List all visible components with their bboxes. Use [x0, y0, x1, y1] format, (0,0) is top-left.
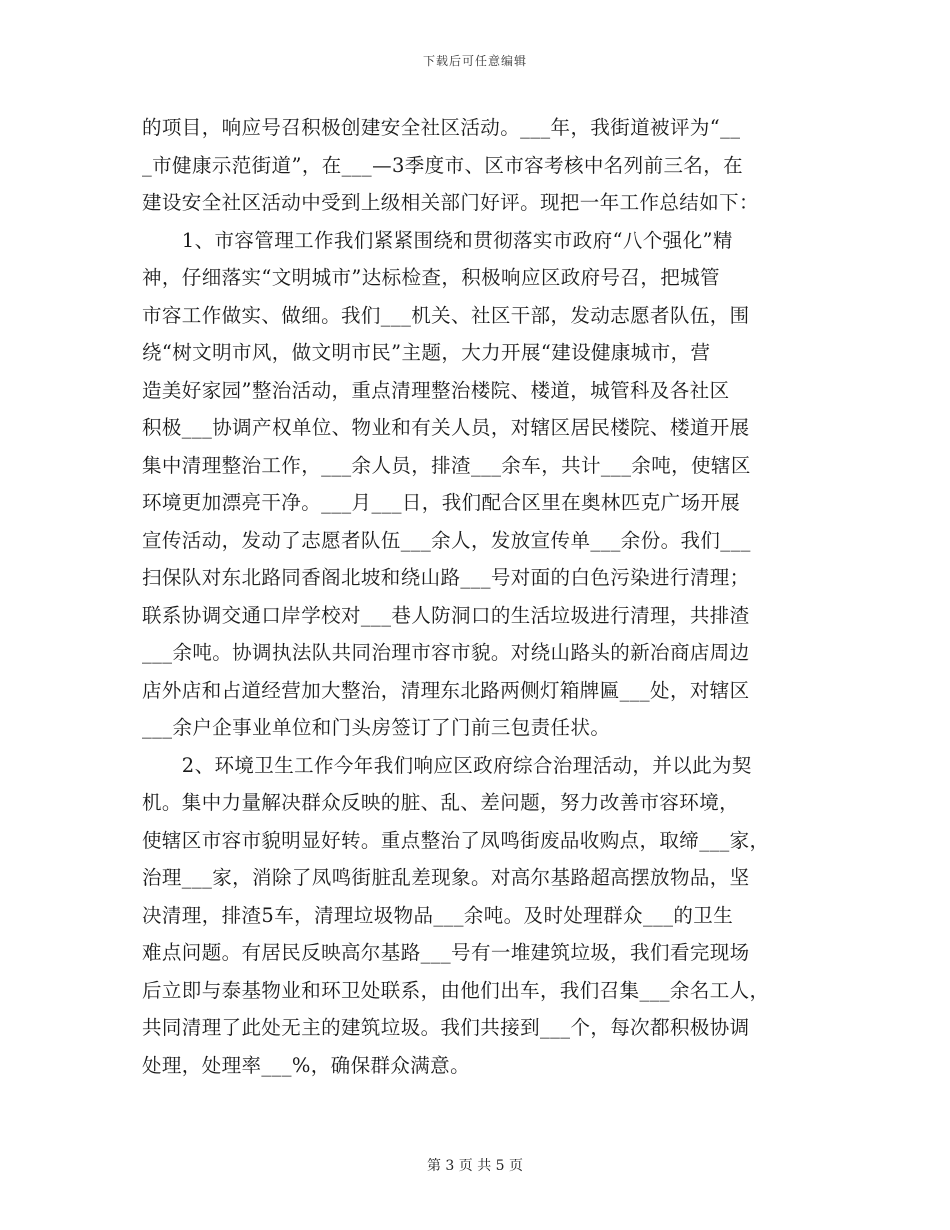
text-line: 建设安全社区活动中受到上级相关部门好评。现把一年工作总结如下：	[142, 191, 759, 214]
page-header: 下载后可任意编辑	[422, 54, 527, 68]
text-line: 宣传活动，发动了志愿者队伍___余人，发放宣传单___余份。我们___	[142, 528, 751, 552]
text-line: 机。集中力量解决群众反映的脏、乱、差问题，努力改善市容环境，	[142, 791, 740, 814]
text-line: 1、市容管理工作我们紧紧围绕和贯彻落实市政府“八个强化”精	[142, 228, 733, 252]
text-line: 2、环境卫生工作今年我们响应区政府综合治理活动，并以此为契	[142, 753, 752, 777]
text-line: 扫保队对东北路同香阁北坡和绕山路___号对面的白色污染进行清理；	[142, 566, 750, 589]
text-line: 处理，处理率___%，确保群众满意。	[142, 1053, 470, 1077]
text-line: 市容工作做实、做细。我们___机关、社区干部，发动志愿者队伍，围	[142, 303, 750, 327]
text-line: 造美好家园”整治活动，重点清理整治楼院、楼道，城管科及各社区	[142, 378, 730, 402]
text-line: 店外店和占道经营加大整治，清理东北路两侧灯箱牌匾___处，对辖区	[142, 678, 750, 702]
text-line: 后立即与泰基物业和环卫处联系，由他们出车，我们召集___余名工人，	[142, 978, 770, 1002]
text-line: ___余吨。协调执法队共同治理市容市貌。对绕山路头的新冶商店周边	[142, 641, 750, 664]
text-line: _市健康示范街道”，在___—3季度市、区市容考核中名列前三名，在	[142, 153, 744, 177]
text-line: 环境更加漂亮干净。___月___日，我们配合区里在奥林匹克广场开展	[142, 491, 741, 514]
text-line: 绕“树文明市风，做文明市民”主题，大力开展“建设健康城市，营	[142, 341, 711, 364]
text-line: 集中清理整治工作，___余人员，排渣___余车，共计___余吨，使辖区	[142, 453, 751, 477]
page-footer: 第 3 页 共 5 页	[426, 1158, 524, 1174]
text-line: 的项目，响应号召积极创建安全社区活动。___年，我街道被评为“__	[142, 116, 741, 139]
text-line: 决清理，排渣5车，清理垃圾物品___余吨。及时处理群众___的卫生	[142, 903, 734, 927]
text-line: 共同清理了此处无主的建筑垃圾。我们共接到___个，每次都积极协调	[142, 1016, 750, 1039]
text-line: 神，仔细落实“文明城市”达标检查，积极响应区政府号召，把城管	[142, 266, 720, 289]
text-line: 积极___协调产权单位、物业和有关人员，对辖区居民楼院、楼道开展	[142, 416, 750, 439]
text-line: 使辖区市容市貌明显好转。重点整治了凤鸣街废品收购点，取缔___家，	[142, 828, 770, 852]
text-line: 难点问题。有居民反映高尔基路___号有一堆建筑垃圾，我们看完现场	[142, 941, 750, 964]
text-line: 治理___家，消除了凤鸣街脏乱差现象。对高尔基路超高摆放物品，坚	[142, 866, 750, 889]
document-body	[142, 109, 812, 1084]
text-line: 联系协调交通口岸学校对___巷人防洞口的生活垃圾进行清理，共排渣	[142, 603, 750, 627]
text-line: ___余户企事业单位和门头房签订了门前三包责任状。	[142, 716, 611, 739]
